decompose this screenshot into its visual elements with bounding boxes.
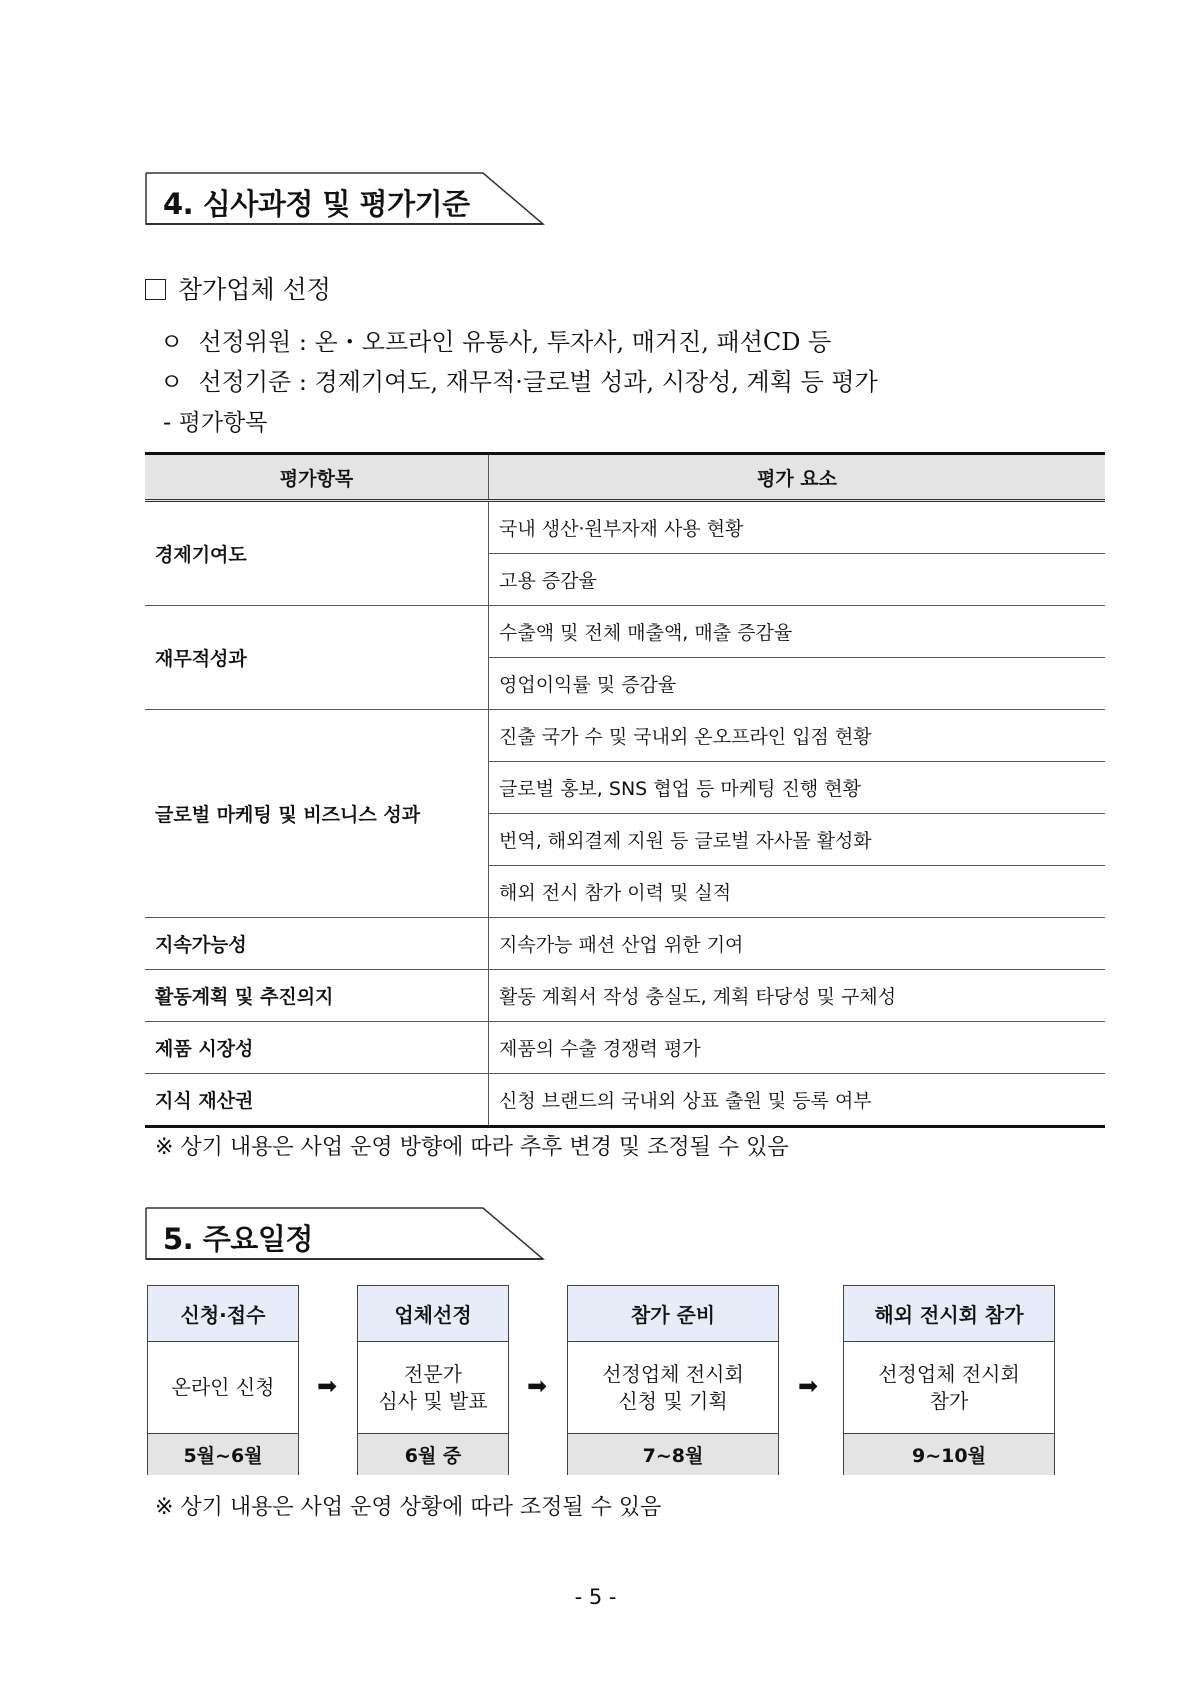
step-body-line: 심사 및 발표 (378, 1388, 488, 1413)
header-element: 평가 요소 (489, 454, 1106, 501)
category-cell: 지식 재산권 (145, 1074, 489, 1127)
step-body-line: 참가 (929, 1388, 969, 1413)
step-period: 5월~6월 (148, 1433, 298, 1475)
element-cell: 신청 브랜드의 국내외 상표 출원 및 등록 여부 (489, 1074, 1106, 1127)
selection-heading-row (145, 270, 331, 306)
circle-bullet-icon: ㅇ (160, 328, 184, 356)
step-body (148, 1342, 298, 1433)
step-body-line: 온라인 신청 (171, 1375, 275, 1399)
element-cell: 지속가능 패션 산업 위한 기여 (489, 918, 1106, 970)
step-body-line: 선정업체 전시회 (878, 1361, 1020, 1386)
schedule-step-prepare (567, 1285, 779, 1475)
header-category: 평가항목 (145, 454, 489, 501)
step-period: 7~8월 (568, 1433, 778, 1475)
step-body-line: 신청 및 기획 (618, 1388, 728, 1413)
step-body (844, 1342, 1054, 1433)
note-eval: ※ 상기 내용은 사업 운영 방향에 따라 추후 변경 및 조정될 수 있음 (155, 1135, 789, 1160)
step-body-line: 전문가 (404, 1361, 462, 1386)
element-cell: 수출액 및 전체 매출액, 매출 증감율 (489, 606, 1106, 658)
category-cell: 제품 시장성 (145, 1022, 489, 1074)
step-body (568, 1342, 778, 1433)
section-5-title: 5. 주요일정 (163, 1222, 313, 1256)
element-cell: 활동 계획서 작성 충실도, 계획 타당성 및 구체성 (489, 970, 1106, 1022)
arrow-right-icon: ➡ (317, 1372, 338, 1400)
step-head: 해외 전시회 참가 (844, 1286, 1054, 1342)
element-cell: 해외 전시 참가 이력 및 실적 (489, 866, 1106, 918)
step-period: 9~10월 (844, 1433, 1054, 1475)
eval-items-label: - 평가항목 (163, 410, 268, 436)
element-cell: 번역, 해외결제 지원 등 글로벌 자사몰 활성화 (489, 814, 1106, 866)
table-row (145, 606, 1105, 658)
category-cell: 재무적성과 (145, 606, 489, 710)
table-row (145, 918, 1105, 970)
table-row (145, 501, 1105, 554)
table-row (145, 1074, 1105, 1127)
element-cell: 진출 국가 수 및 국내외 온오프라인 입점 현황 (489, 710, 1106, 762)
page-number: - 5 - (574, 1585, 617, 1609)
arrow-right-icon: ➡ (798, 1372, 819, 1400)
category-cell: 경제기여도 (145, 501, 489, 606)
table-row (145, 1022, 1105, 1074)
schedule-step-apply (147, 1285, 299, 1475)
schedule-step-selection (357, 1285, 509, 1475)
bullet-criteria-text: 선정기준 : 경제기여도, 재무적·글로벌 성과, 시장성, 계획 등 평가 (198, 368, 878, 396)
arrow-right-icon: ➡ (527, 1372, 548, 1400)
category-cell: 지속가능성 (145, 918, 489, 970)
schedule-step-exhibit (843, 1285, 1055, 1475)
step-body-line: 선정업체 전시회 (602, 1361, 744, 1386)
element-cell: 영업이익률 및 증감율 (489, 658, 1106, 710)
selection-heading: 참가업체 선정 (178, 275, 331, 304)
table-row (145, 710, 1105, 762)
table-header-row (145, 454, 1105, 501)
element-cell: 제품의 수출 경쟁력 평가 (489, 1022, 1106, 1074)
element-cell: 국내 생산·원부자재 사용 현황 (489, 501, 1106, 554)
section-5-title-box (145, 1207, 545, 1261)
note-schedule: ※ 상기 내용은 사업 운영 상황에 따라 조정될 수 있음 (155, 1495, 662, 1520)
category-cell: 활동계획 및 추진의지 (145, 970, 489, 1022)
element-cell: 고용 증감율 (489, 554, 1106, 606)
element-cell: 글로벌 홍보, SNS 협업 등 마케팅 진행 현황 (489, 762, 1106, 814)
step-head: 신청·접수 (148, 1286, 298, 1342)
evaluation-table (145, 452, 1105, 1128)
table-row (145, 970, 1105, 1022)
step-body (358, 1342, 508, 1433)
step-head: 업체선정 (358, 1286, 508, 1342)
checkbox-icon (145, 279, 166, 300)
category-cell: 글로벌 마케팅 및 비즈니스 성과 (145, 710, 489, 918)
circle-bullet-icon: ㅇ (160, 368, 184, 396)
bullet-criteria (160, 362, 878, 397)
section-4-title: 4. 심사과정 및 평가기준 (163, 187, 470, 221)
bullet-committee-text: 선정위원 : 온・오프라인 유통사, 투자사, 매거진, 패션CD 등 (198, 328, 832, 356)
section-4-title-box (145, 172, 545, 226)
step-head: 참가 준비 (568, 1286, 778, 1342)
step-period: 6월 중 (358, 1433, 508, 1475)
bullet-committee (160, 322, 831, 357)
